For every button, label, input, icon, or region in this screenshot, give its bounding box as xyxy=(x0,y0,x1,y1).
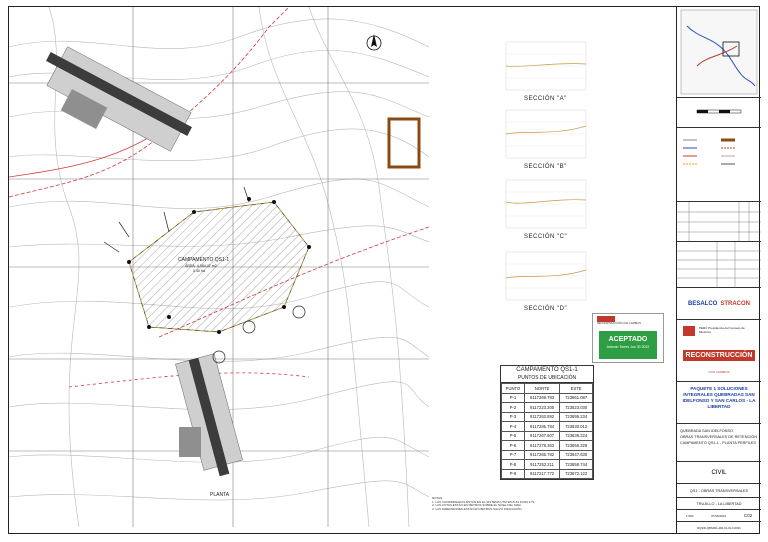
accepted-badge xyxy=(599,331,657,359)
package-title xyxy=(677,382,761,424)
location-map xyxy=(677,6,761,98)
plan-view xyxy=(9,7,429,527)
date: 07/06/2022 xyxy=(711,513,727,518)
cell: 9117252.211 xyxy=(524,460,559,470)
cell: 723655.329 xyxy=(560,441,593,451)
drawing-code: RQSID-QBS001-400-01-01-0-0001 xyxy=(697,526,741,530)
stracon-logo: STRACON xyxy=(720,300,750,307)
table-row xyxy=(502,422,593,432)
cell: 9117285.784 xyxy=(524,422,559,432)
project-line: CAMPAMENTO QS1-1 - PLANTA PERFILES xyxy=(680,441,756,445)
contractor-logos xyxy=(677,288,761,320)
section-a-title: SECCIÓN "A" xyxy=(524,96,567,102)
table-row xyxy=(502,393,593,403)
table-row xyxy=(502,441,593,451)
cell: 723636.224 xyxy=(560,431,593,441)
cell: P-3 xyxy=(502,412,525,422)
table-row xyxy=(502,412,593,422)
scale-bar xyxy=(677,98,761,128)
cell: P-7 xyxy=(502,450,525,460)
stamp-header: RECONSTRUCCIÓN CON CAMBIOS xyxy=(597,322,641,325)
accepted-detail: Antonio Torres Jun 30 2022 xyxy=(606,345,650,349)
cell: 9117263.892 xyxy=(524,412,559,422)
cell: 723672.122 xyxy=(560,469,593,479)
client-logos xyxy=(677,320,761,382)
revision: C02 xyxy=(743,513,753,518)
legend xyxy=(677,128,761,202)
project-line: OBRAS TRANSVERSALES DE RETENCIÓN xyxy=(680,435,757,439)
note-line: NOTAS: xyxy=(432,496,443,500)
cell: 9117223.200 xyxy=(524,403,559,413)
table-row xyxy=(502,431,593,441)
table-title: CAMPAMENTO QS1-1 xyxy=(516,367,578,373)
camp-hectares: 0.40 ha xyxy=(193,269,205,273)
cell: 9117217.772 xyxy=(524,469,559,479)
table-row xyxy=(502,403,593,413)
cell: P-2 xyxy=(502,403,525,413)
besalco-logo: BESALCO xyxy=(687,300,718,307)
project-line: QUEBRADA SAN IDELFONSO xyxy=(680,429,733,433)
cell: 723623.030 xyxy=(560,403,593,413)
cell: 9117267.607 xyxy=(524,431,559,441)
drawing-code-box xyxy=(677,522,761,534)
profile-d xyxy=(506,270,586,278)
cell: P-8 xyxy=(502,460,525,470)
profile-b xyxy=(506,126,586,134)
section-profiles xyxy=(494,30,604,330)
title-block xyxy=(676,6,760,534)
discipline: CIVIL xyxy=(711,469,727,476)
program-logo: RECONSTRUCCIÓN xyxy=(683,350,755,361)
cell: 9117265.782 xyxy=(524,450,559,460)
sections-svg xyxy=(494,30,604,330)
camp-area: ÁREA: 4,084.47 m2 xyxy=(185,264,217,268)
scope: QS1 - OBRAS TRANSVERSALES xyxy=(689,488,749,493)
cell: P-6 xyxy=(502,441,525,451)
scope-box xyxy=(677,484,761,498)
dike-structure-north xyxy=(46,47,192,152)
dike-structure-south xyxy=(175,354,242,477)
cell: 723695.234 xyxy=(560,412,593,422)
scale-date-rev xyxy=(677,510,761,522)
table-row xyxy=(502,460,593,470)
scale: 1:500 xyxy=(685,513,694,518)
cell: P-9 xyxy=(502,469,525,479)
accepted-status: ACEPTADO xyxy=(608,336,648,343)
cell: 723661.087 xyxy=(560,393,593,403)
program-sub: CON CAMBIOS xyxy=(708,370,730,374)
drawing-notes xyxy=(432,497,592,511)
col-header-east: ESTE xyxy=(560,384,593,394)
table-subtitle: PUNTOS DE UBICACIÓN xyxy=(501,374,593,383)
table-row xyxy=(502,450,593,460)
acceptance-stamp xyxy=(592,313,664,363)
camp-polygon xyxy=(129,202,309,332)
location-box xyxy=(677,498,761,510)
camp-label: CAMPAMENTO QS1-1 xyxy=(178,257,230,263)
location: TRUJILLO - LA LIBERTAD xyxy=(696,501,742,506)
peru-flag-icon xyxy=(683,326,695,336)
plant-label: PLANTA xyxy=(210,492,230,498)
note-line: 3. LAS DIMENSIONES ESTÁN EN METROS SALVO INDICACIÓN. xyxy=(432,506,523,511)
cell: 723630.012 xyxy=(560,422,593,432)
cell: 723658.744 xyxy=(560,460,593,470)
north-arrow-icon xyxy=(367,34,381,50)
cell: P-5 xyxy=(502,431,525,441)
cell: P-4 xyxy=(502,422,525,432)
note-line: 1. LAS COORDENADAS ESTÁN EN EL SISTEMA UTM WGS 84 ZONA 17S. xyxy=(432,499,535,504)
col-header-north: NORTE xyxy=(524,384,559,394)
project-title xyxy=(677,424,761,462)
signatures xyxy=(677,242,761,288)
cell: P-1 xyxy=(502,393,525,403)
cell: 9117269.783 xyxy=(524,393,559,403)
profile-c xyxy=(506,200,586,203)
points-table xyxy=(500,365,594,480)
gov-label: PERÚ Presidencia del Consejo de Ministros xyxy=(699,326,745,334)
cell: 9117278.363 xyxy=(524,441,559,451)
section-b-title: SECCIÓN "B" xyxy=(524,164,567,170)
col-header-point: PUNTO xyxy=(502,384,525,394)
note-line: 2. LAS COTAS ESTÁN EN METROS SOBRE EL NIVEL DEL MAR. xyxy=(432,503,522,508)
table-row xyxy=(502,469,593,479)
section-d-title: SECCIÓN "D" xyxy=(524,306,568,312)
section-c-title: SECCIÓN "C" xyxy=(524,234,568,240)
cell: 723647.630 xyxy=(560,450,593,460)
discipline-box xyxy=(677,462,761,484)
brown-building xyxy=(389,119,419,167)
revision-table xyxy=(677,202,761,242)
package-text: PAQUETE 1 SOLUCIONES INTEGRALES QUEBRADAS SAN IDELFONSO Y SAN CARLOS - LA LIBERTAD xyxy=(682,386,756,409)
